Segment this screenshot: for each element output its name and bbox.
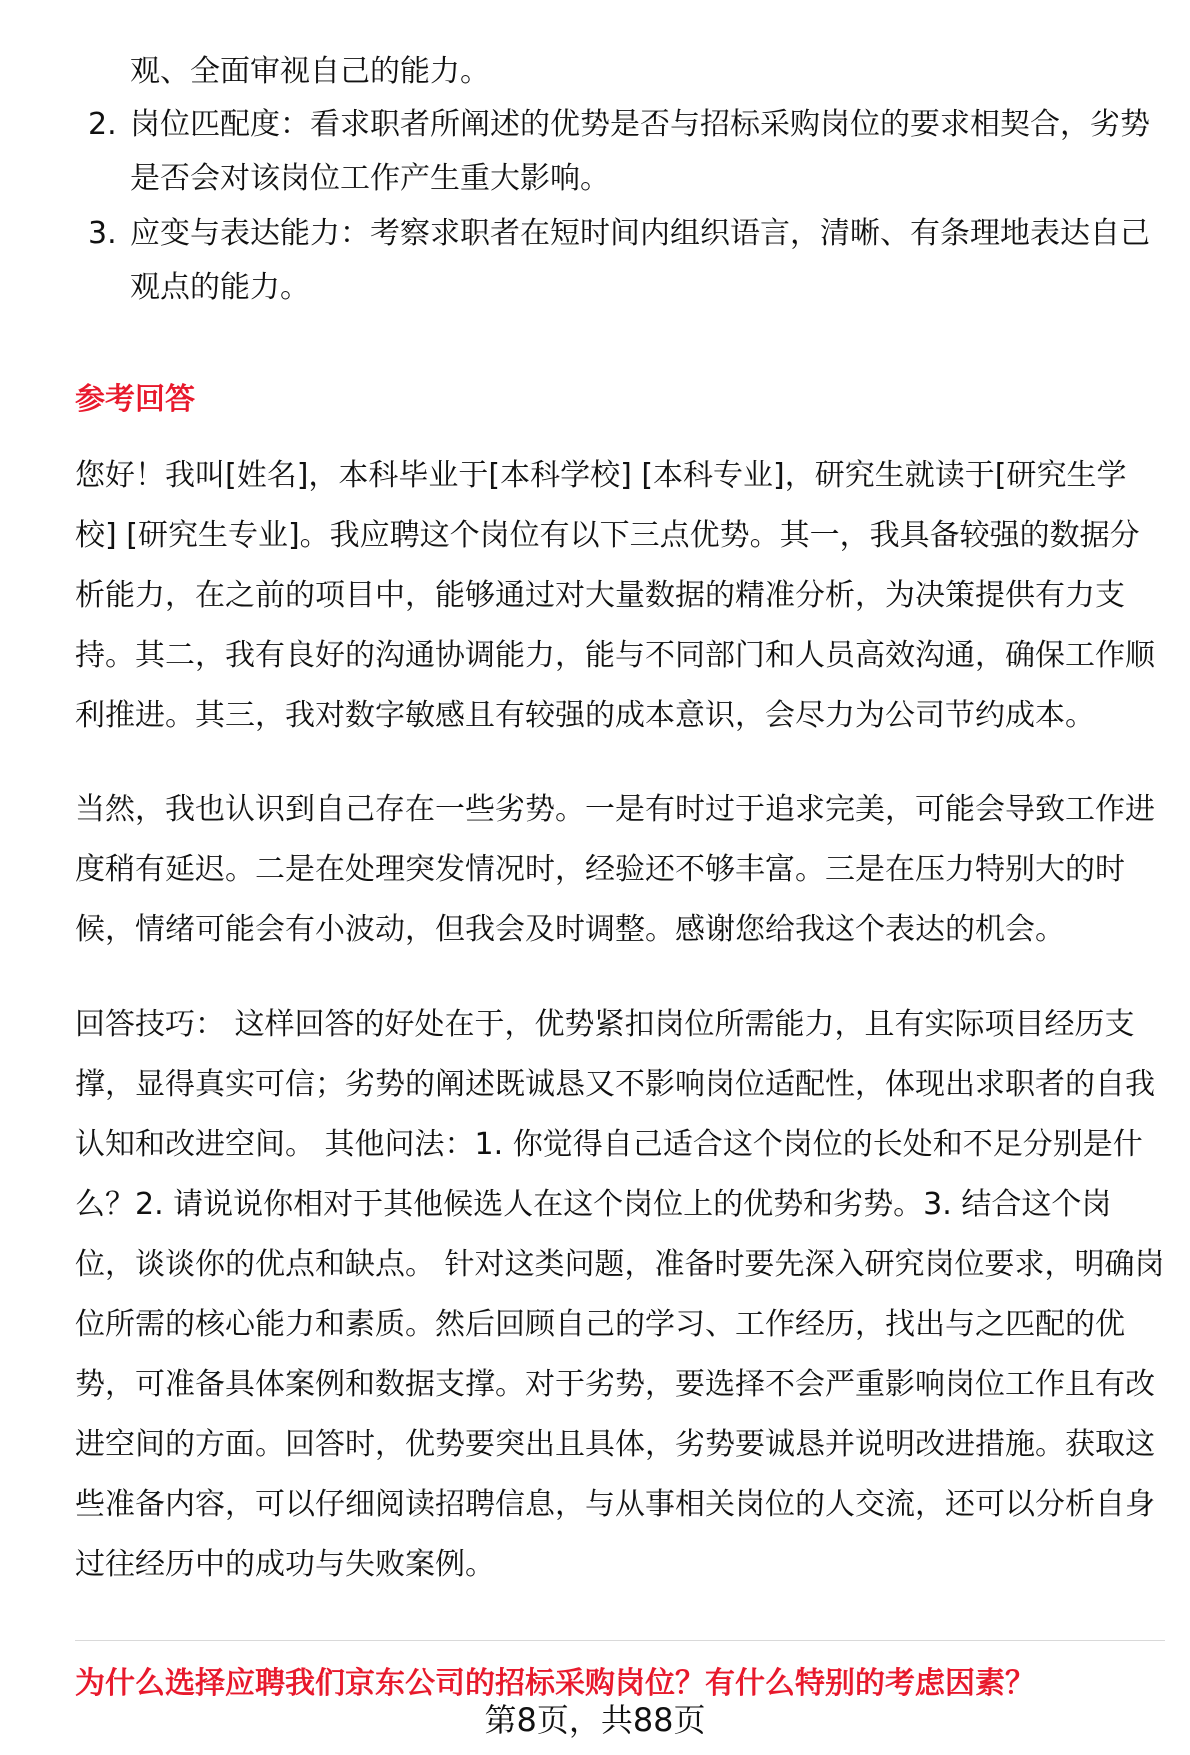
section-divider bbox=[75, 1640, 1165, 1641]
reference-answer-paragraph-2 bbox=[75, 780, 1165, 960]
criteria-item-3-line-1: 应变与表达能力：考察求职者在短时间内组织语言，清晰、有条理地表达自己 bbox=[130, 216, 1150, 251]
paragraph-text: 您好！我叫[姓名]，本科毕业于[本科学校] [本科专业]，研究生就读于[研究生学校] [研究生专业]。我应聘这个岗位有以下三点优势。其一，我具备较强的数据分析能力，在之前的项目中，能够通过对大量数据的精准分析，为决策提供有力支持。其二，我有良好的沟通协调能力，能与不同部门和人员高效沟通，确保工作顺利推进。其三，我对数字敏感且有较强的成本意识，会尽力为公司节约成本。 bbox=[75, 458, 1155, 733]
criteria-item-3-number: 3. bbox=[88, 216, 117, 251]
paragraph-text: 回答技巧： 这样回答的好处在于，优势紧扣岗位所需能力，且有实际项目经历支撑，显得真实可信；劣势的阐述既诚恳又不影响岗位适配性，体现出求职者的自我认知和改进空间。 其他问法：1. 你觉得自己适合这个岗位的长处和不足分别是什么？2. 请说说你相对于其他候选人在这个岗位上的优势和劣势。3. 结合这个岗位，谈谈你的优点和缺点。 针对这类问题，准备时要先深入研究岗位要求，明确岗位所需的核心能力和素质。然后回顾自己的学习、工作经历，找出与之匹配的优势，可准备具体案例和数据支撑。对于劣势，要选择不会严重影响岗位工作且有改进空间的方面。回答时，优势要突出且具体，劣势要诚恳并说明改进措施。获取这些准备内容，可以仔细阅读招聘信息，与从事相关岗位的人交流，还可以分析自身过往经历中的成功与失败案例。 bbox=[75, 1007, 1165, 1582]
answer-tips-paragraph bbox=[75, 995, 1165, 1595]
reference-answer-paragraph-1 bbox=[75, 446, 1165, 746]
page-number-footer: 第8页，共88页 bbox=[484, 1701, 706, 1739]
criteria-item-2-number: 2. bbox=[88, 107, 117, 142]
criteria-item-2-line-2: 是否会对该岗位工作产生重大影响。 bbox=[130, 161, 610, 196]
criteria-item-1-tail: 观、全面审视自己的能力。 bbox=[130, 54, 490, 89]
criteria-item-2-line-1: 岗位匹配度：看求职者所阐述的优势是否与招标采购岗位的要求相契合，劣势 bbox=[130, 107, 1150, 142]
paragraph-text: 当然，我也认识到自己存在一些劣势。一是有时过于追求完美，可能会导致工作进度稍有延迟。二是在处理突发情况时，经验还不够丰富。三是在压力特别大的时候，情绪可能会有小波动，但我会及时调整。感谢您给我这个表达的机会。 bbox=[75, 792, 1155, 947]
next-question-heading: 为什么选择应聘我们京东公司的招标采购岗位？有什么特别的考虑因素？ bbox=[75, 1666, 1035, 1701]
criteria-item-3-line-2: 观点的能力。 bbox=[130, 270, 310, 305]
reference-answer-title: 参考回答 bbox=[75, 382, 195, 417]
